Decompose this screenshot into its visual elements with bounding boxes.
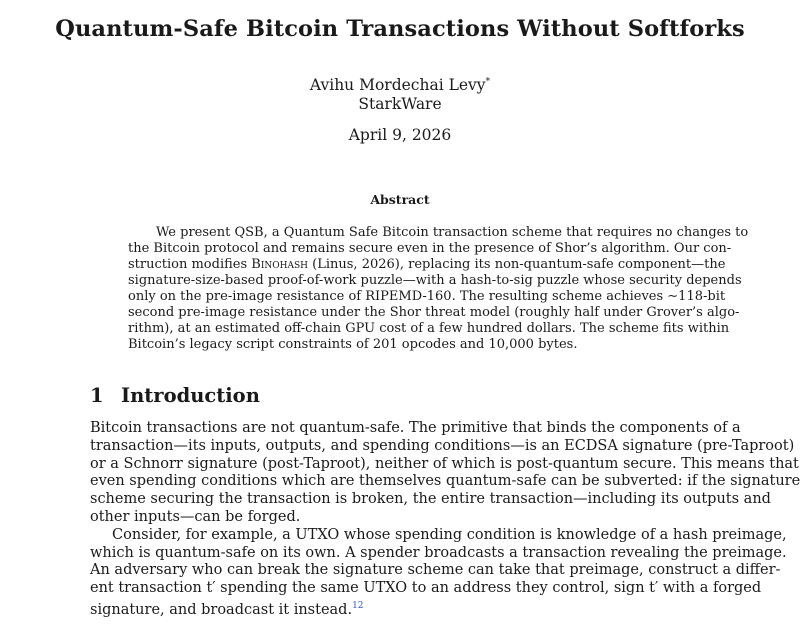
abstract-line: Bitcoin’s legacy script constraints of 201 opcodes and 10,000 bytes. [128, 337, 578, 352]
body-line: or a Schnorr signature (post-Taproot), neither of which is post-quantum secure. This means that [90, 455, 799, 472]
abstract-line: signature-size-based proof-of-work puzzle—with a hash-to-sig puzzle whose security depends [128, 273, 742, 288]
abstract-body [128, 225, 749, 353]
abstract-line: second pre-image resistance under the Shor threat model (roughly half under Grover’s algo- [128, 305, 740, 320]
footnote-reference[interactable]: 12 [352, 600, 364, 611]
binohash-term: Binohash [251, 257, 309, 272]
abstract-line: only on the pre-image resistance of RIPEMD-160. The resulting scheme achieves ∼118-bit [128, 289, 726, 304]
publication-date: April 9, 2026 [348, 126, 452, 144]
body-line: transaction—its inputs, outputs, and spending conditions—is an ECDSA signature (pre-Taproot) [90, 437, 795, 454]
body-line-last [90, 598, 712, 616]
body-line: which is quantum-safe on its own. A spender broadcasts a transaction revealing the preimage. [90, 544, 787, 561]
body-line: even spending conditions which are themselves quantum-safe can be subverted: if the signature [90, 473, 800, 490]
body-line: other inputs—can be forged. [90, 508, 301, 525]
body-line: An adversary who can break the signature scheme can take that preimage, construct a differ- [90, 562, 781, 579]
author-footnote-mark: * [485, 76, 491, 87]
abstract-heading: Abstract [370, 192, 430, 207]
section-title: Introduction [121, 384, 260, 407]
author-name: Avihu Mordechai Levy [309, 76, 486, 94]
section-body [90, 420, 800, 618]
author-line [0, 76, 800, 94]
affiliation: StarkWare [358, 95, 442, 113]
paper-title: Quantum-Safe Bitcoin Transactions Without Softforks [55, 16, 745, 42]
body-line: ent transaction t′ spending the same UTXO to an address they control, sign t′ with a forged [90, 580, 762, 597]
paragraph [90, 526, 787, 618]
abstract-line: rithm), at an estimated off-chain GPU cost of a few hundred dollars. The scheme fits within [128, 321, 730, 336]
abstract-line: We present QSB, a Quantum Safe Bitcoin transaction scheme that requires no changes to [156, 225, 749, 240]
abstract-line: struction modifies Binohash (Linus, 2026), replacing its non-quantum-safe component—the [128, 257, 726, 272]
body-line: scheme securing the transaction is broken, the entire transaction—including its outputs and [90, 491, 771, 508]
body-line-text: signature, and broadcast it instead. [90, 601, 353, 618]
body-line: Consider, for example, a UTXO whose spending condition is knowledge of a hash preimage, [112, 526, 787, 543]
body-line: Bitcoin transactions are not quantum-safe. The primitive that binds the components of a [90, 420, 741, 436]
paragraph [90, 420, 800, 527]
section-heading [90, 384, 260, 407]
section-number: 1 [90, 384, 104, 407]
abstract-line: the Bitcoin protocol and remains secure even in the presence of Shor’s algorithm. Our con- [128, 241, 732, 256]
